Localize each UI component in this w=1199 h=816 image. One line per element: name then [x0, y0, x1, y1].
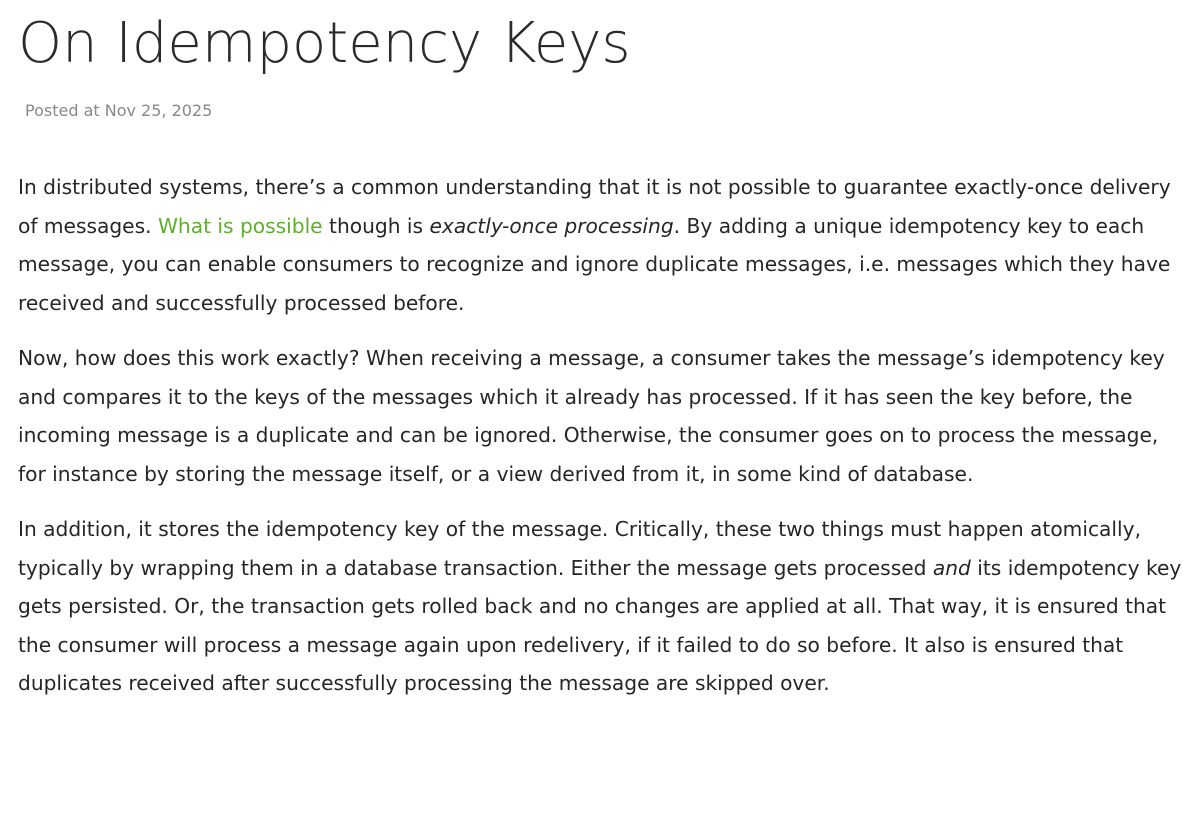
paragraph-1-text-b: though is — [322, 213, 430, 238]
article-body — [18, 168, 1185, 703]
paragraph-1-emphasis: exactly-once processing — [429, 213, 674, 238]
paragraph-2: Now, how does this work exactly? When receiving a message, a consumer takes the message’s idempotency key and compares it to the keys of the messages which it already has processed. If it has seen the key before, the incoming message is a duplicate and can be ignored. Otherwise, the consumer goes on to process the message, for instance by storing the message itself, or a view derived from it, in some kind of database. — [18, 346, 1165, 486]
paragraph-3-emphasis: and — [932, 555, 971, 580]
paragraph-1-text-c: . By adding a unique idempotency key to each message, you can enable consumers to recognize and ignore duplicate messages, i.e. messages which they have received and successfully processed before. — [18, 213, 1171, 315]
page-title: On Idempotency Keys — [18, 11, 631, 76]
paragraph-3-text-a: In addition, it stores the idempotency key of the message. Critically, these two things must happen atomically, typically by wrapping them in a database transaction. Either the message gets processed — [18, 517, 1141, 580]
paragraph-1 — [18, 168, 1185, 322]
paragraph-3 — [18, 510, 1185, 703]
paragraph-3-text-b: its idempotency key gets persisted. Or, the transaction gets rolled back and no changes are applied at all. That way, it is ensured that the consumer will process a message again upon redelivery, if it failed to do so before. It also is ensured that duplicates received after successfully processing the message are skipped over. — [18, 555, 1182, 695]
post-date: Posted at Nov 25, 2025 — [25, 101, 213, 120]
what-is-possible-link[interactable]: What is possible — [157, 213, 323, 238]
paragraph-1-text-a: In distributed systems, there’s a common understanding that it is not possible to guarantee exactly-once delivery of messages. — [18, 175, 1171, 238]
